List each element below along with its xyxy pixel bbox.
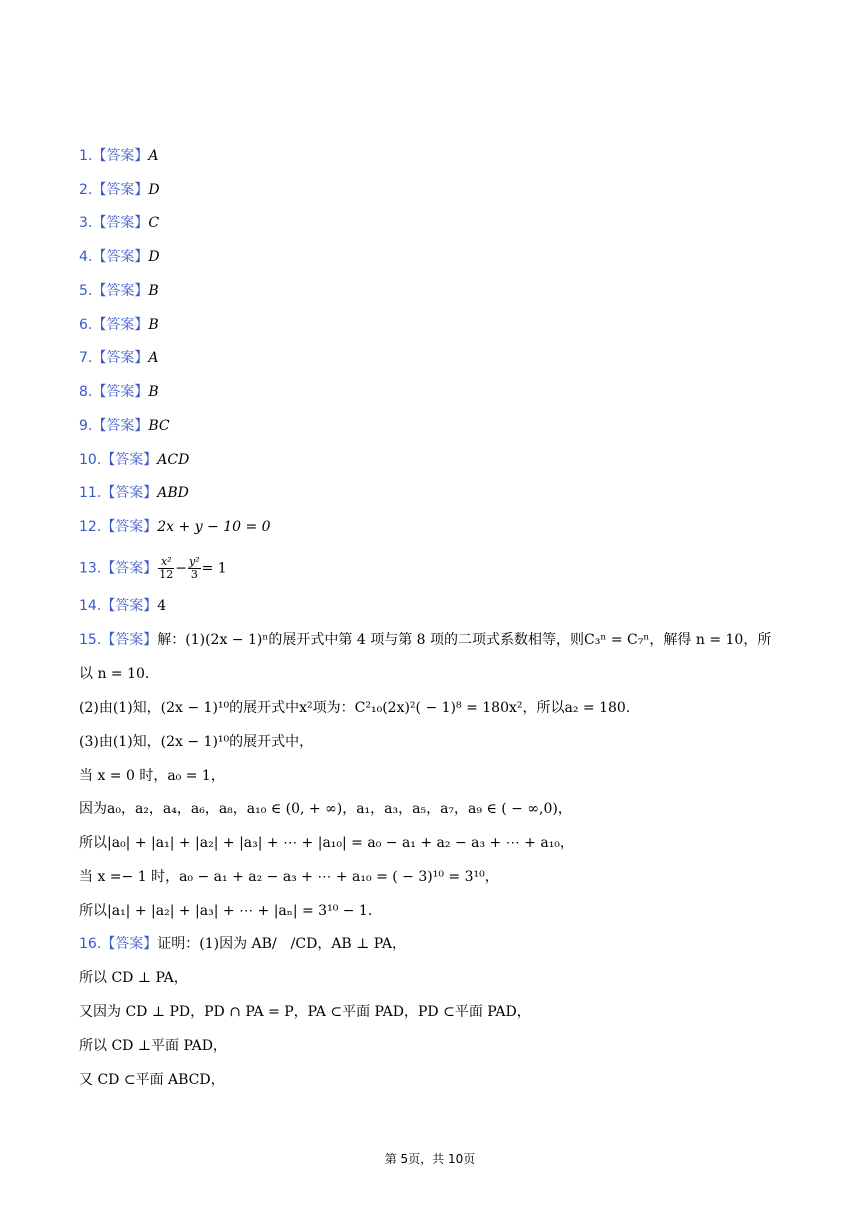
answer-9 xyxy=(79,416,170,436)
q15-line-5: 当 x = 0 时，a₀ = 1， xyxy=(79,768,225,784)
answer-label: 10.【答案】 xyxy=(79,452,158,468)
answer-label: 7.【答案】 xyxy=(79,350,149,366)
answer-label: 15.【答案】 xyxy=(79,632,158,648)
q16-line-4: 所以 CD ⊥平面 PAD， xyxy=(79,1038,227,1054)
q16-line-2: 所以 CD ⊥ PA， xyxy=(79,970,188,986)
answer-label: 12.【答案】 xyxy=(79,519,158,535)
answer-7 xyxy=(79,348,158,368)
answer-value: D xyxy=(148,182,160,198)
q15-line-4: (3)由(1)知，(2x − 1)¹⁰的展开式中， xyxy=(79,734,314,750)
answer-value: C xyxy=(148,215,160,231)
minus-sign: − xyxy=(175,560,187,577)
page-footer: 第 5页，共 10页 xyxy=(384,1152,476,1166)
answer-label: 8.【答案】 xyxy=(79,384,149,400)
answer-12 xyxy=(79,517,271,537)
answer-value: ABD xyxy=(157,485,189,501)
q15-line-1 xyxy=(79,630,771,650)
q16-line-3: 又因为 CD ⊥ PD，PD ∩ PA = P，PA ⊂平面 PAD，PD ⊂平面 PAD， xyxy=(79,1004,531,1020)
answer-4 xyxy=(79,247,160,267)
answer-value: ACD xyxy=(157,452,190,468)
answer-value: B xyxy=(148,317,159,333)
answer-label: 6.【答案】 xyxy=(79,317,149,333)
q15-line-9: 所以|a₁| + |a₂| + |a₃| + ⋯ + |aₙ| = 3¹⁰ − 1. xyxy=(79,903,373,919)
answer-6 xyxy=(79,315,159,335)
answer-value: 4 xyxy=(157,598,167,614)
fraction: $\frac{\text{x²}}{12}$ xyxy=(159,555,174,581)
answer-label: 5.【答案】 xyxy=(79,283,149,299)
q15-line-7: 所以|a₀| + |a₁| + |a₂| + |a₃| + ⋯ + |a₁₀| = a₀ − a₁ + a₂ − a₃ + ⋯ + a₁₀， xyxy=(79,835,574,851)
answer-13 xyxy=(79,556,227,581)
q15-line-3: (2)由(1)知，(2x − 1)¹⁰的展开式中x²项为：C²₁₀(2x)²( − 1)⁸ = 180x²，所以a₂ = 180. xyxy=(79,700,631,716)
answer-label: 2.【答案】 xyxy=(79,182,149,198)
answer-value: 2x + y − 10 = 0 xyxy=(157,519,271,535)
q15-line-6: 因为a₀，a₂，a₄，a₆，a₈，a₁₀ ∈ (0, + ∞)，a₁，a₃，a₅，a₇，a₉ ∈ ( − ∞,0)， xyxy=(79,801,572,817)
q15-line-8: 当 x =− 1 时，a₀ − a₁ + a₂ − a₃ + ⋯ + a₁₀ = ( − 3)¹⁰ = 3¹⁰， xyxy=(79,869,499,885)
q16-text: 证明：(1)因为 AB/ /CD，AB ⊥ PA， xyxy=(157,936,407,952)
answer-14 xyxy=(79,596,166,616)
answer-label: 13.【答案】 xyxy=(79,560,158,577)
answer-5 xyxy=(79,281,159,301)
answer-10 xyxy=(79,450,189,470)
q15-text: 解：(1)(2x − 1)ⁿ的展开式中第 4 项与第 8 项的二项式系数相等，则C₃ⁿ = C₇ⁿ，解得 n = 10，所 xyxy=(157,632,772,648)
answer-2 xyxy=(79,180,160,200)
answer-value: D xyxy=(148,249,160,265)
q15-line-2: 以 n = 10. xyxy=(79,666,150,682)
answer-label: 3.【答案】 xyxy=(79,215,149,231)
q16-line-5: 又 CD ⊂平面 ABCD， xyxy=(79,1072,225,1088)
answer-label: 14.【答案】 xyxy=(79,598,158,614)
answer-3 xyxy=(79,213,159,233)
answer-value: A xyxy=(148,148,159,164)
answer-label: 11.【答案】 xyxy=(79,485,158,501)
answer-label: 1.【答案】 xyxy=(79,148,149,164)
answer-label: 9.【答案】 xyxy=(79,418,149,434)
answer-value: BC xyxy=(148,418,170,434)
answer-value: = 1 xyxy=(201,560,227,577)
answer-value: B xyxy=(148,283,159,299)
answer-1 xyxy=(79,146,158,166)
answer-label: 16.【答案】 xyxy=(79,936,158,952)
answer-8 xyxy=(79,382,159,402)
q16-line-1 xyxy=(79,934,406,954)
answer-11 xyxy=(79,483,189,503)
fraction: $\frac{\text{y²}}{3}$ xyxy=(189,555,200,581)
answer-label: 4.【答案】 xyxy=(79,249,149,265)
answer-value: A xyxy=(148,350,159,366)
answer-value: B xyxy=(148,384,159,400)
